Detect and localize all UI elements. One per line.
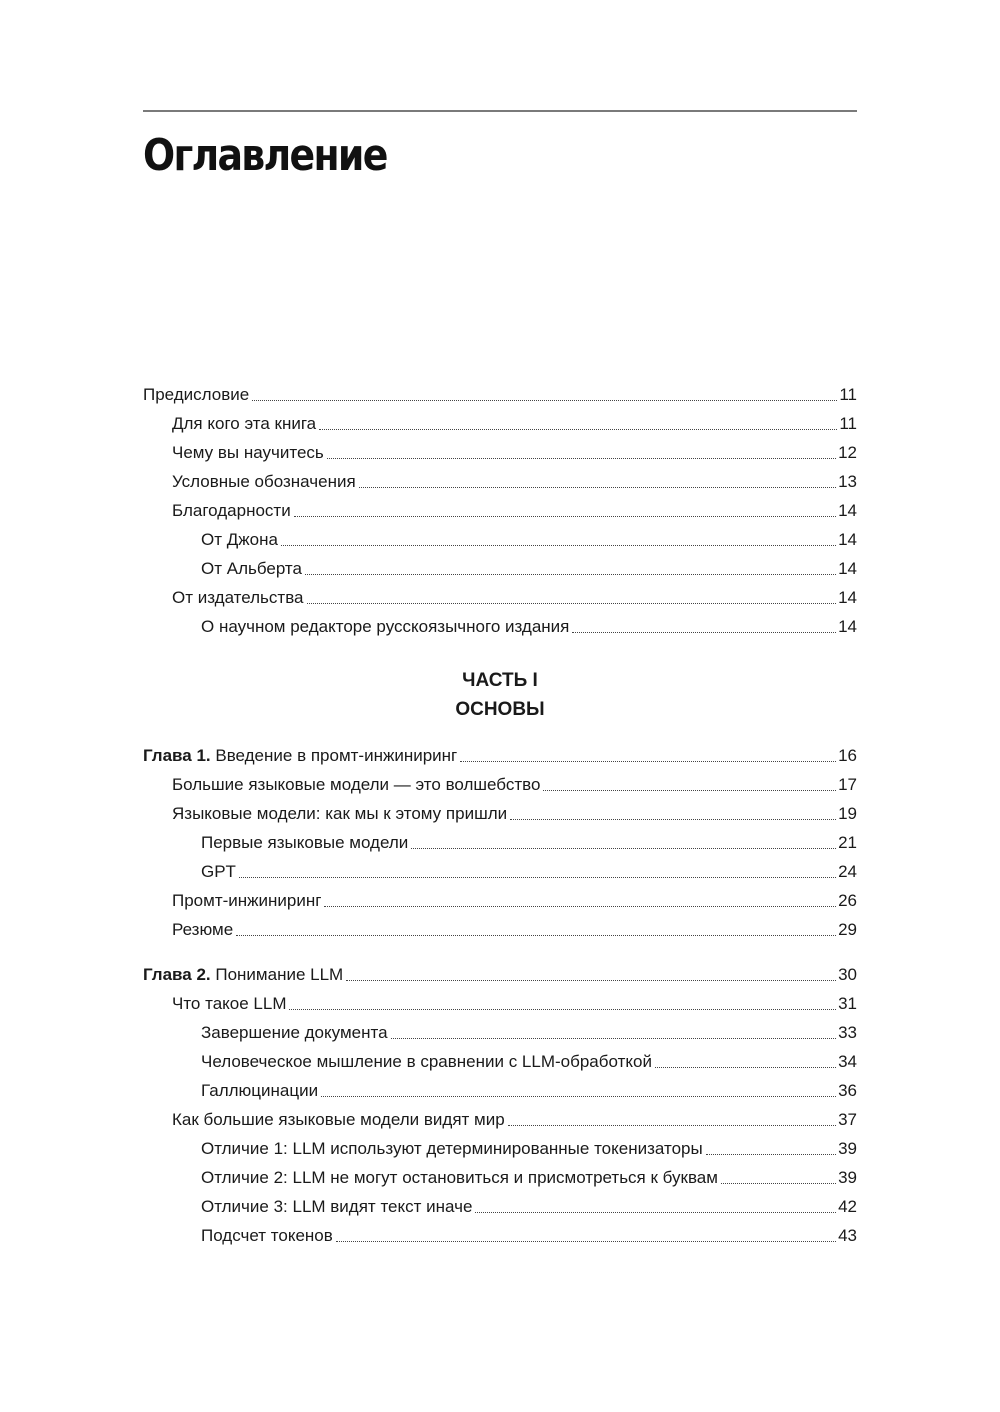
dot-leader — [327, 458, 836, 459]
toc-page-number: 33 — [838, 1023, 857, 1042]
dot-leader — [324, 906, 836, 907]
toc-entry-title: Большие языковые модели — это волшебство — [172, 775, 541, 794]
dot-leader — [346, 980, 836, 981]
toc-page-number: 24 — [838, 862, 857, 881]
toc-page-number: 14 — [838, 530, 857, 549]
toc-entry-title: Отличие 2: LLM не могут остановиться и присмотреться к буквам — [201, 1168, 718, 1187]
toc-page-number: 13 — [838, 472, 857, 491]
dot-leader — [319, 429, 837, 430]
toc-page-number: 12 — [838, 443, 857, 462]
toc-front-matter — [143, 377, 857, 638]
toc-entry[interactable] — [143, 1160, 857, 1189]
dot-leader — [706, 1154, 836, 1155]
toc-entry-title: Первые языковые модели — [201, 833, 409, 852]
toc-entry-title: Предисловие — [143, 385, 250, 404]
toc-page-number: 39 — [838, 1168, 857, 1187]
toc-page-number: 30 — [838, 965, 857, 984]
toc-page-number: 39 — [838, 1139, 857, 1158]
toc-entry-title: Языковые модели: как мы к этому пришли — [172, 804, 508, 823]
dot-leader — [239, 877, 836, 878]
toc-page-number: 14 — [838, 559, 857, 578]
toc-page-number: 42 — [838, 1197, 857, 1216]
dot-leader — [510, 819, 836, 820]
toc-entry[interactable] — [143, 1218, 857, 1247]
dot-leader — [252, 400, 837, 401]
toc-entry[interactable] — [143, 796, 857, 825]
toc-entry-title: Галлюцинации — [201, 1081, 319, 1100]
toc-entry-title: От Альберта — [201, 559, 302, 578]
part-number: ЧАСТЬ I — [462, 670, 538, 691]
chapter-title: Понимание LLM — [215, 965, 344, 984]
dot-leader — [281, 545, 836, 546]
dot-leader — [721, 1183, 836, 1184]
dot-leader — [572, 632, 836, 633]
toc-page-number: 21 — [838, 833, 857, 852]
toc-page-number: 43 — [838, 1226, 857, 1245]
dot-leader — [336, 1241, 836, 1242]
toc-entry[interactable] — [143, 435, 857, 464]
dot-leader — [307, 603, 837, 604]
toc-entry[interactable] — [143, 580, 857, 609]
toc-page-number: 29 — [838, 920, 857, 939]
toc-page-number: 36 — [838, 1081, 857, 1100]
toc-entry[interactable] — [143, 854, 857, 883]
toc-entry-title: От издательства — [172, 588, 304, 607]
toc-page-number: 14 — [838, 617, 857, 636]
toc-entry[interactable] — [143, 1102, 857, 1131]
chapter-spacer — [143, 941, 857, 957]
toc-entry-title: Резюме — [172, 920, 234, 939]
toc-entry-title — [143, 745, 457, 767]
toc-entry[interactable] — [143, 1189, 857, 1218]
toc-page-number: 34 — [838, 1052, 857, 1071]
toc-entry-title: О научном редакторе русскоязычного издания — [201, 617, 570, 636]
toc-entry-title — [143, 964, 343, 986]
dot-leader — [359, 487, 836, 488]
dot-leader — [391, 1038, 837, 1039]
toc-entry[interactable] — [143, 609, 857, 638]
toc-entry[interactable] — [143, 986, 857, 1015]
toc-page-number: 19 — [838, 804, 857, 823]
toc-entry[interactable] — [143, 377, 857, 406]
chapter-label: Глава 1. — [143, 746, 211, 765]
toc-entry[interactable] — [143, 883, 857, 912]
toc-page-number: 17 — [838, 775, 857, 794]
toc-entry-title: Благодарности — [172, 501, 291, 520]
toc-entry[interactable] — [143, 1015, 857, 1044]
toc-page-number: 11 — [839, 385, 857, 404]
toc-entry-title: Отличие 1: LLM используют детерминированные токенизаторы — [201, 1139, 703, 1158]
dot-leader — [294, 516, 836, 517]
toc-entry-title: Подсчет токенов — [201, 1226, 333, 1245]
toc-chapter-entry[interactable] — [143, 957, 857, 986]
toc-entry[interactable] — [143, 493, 857, 522]
toc-entry[interactable] — [143, 464, 857, 493]
toc-entry-title: Человеческое мышление в сравнении с LLM-обработкой — [201, 1052, 652, 1071]
dot-leader — [321, 1096, 836, 1097]
toc-entry-title: Чему вы научитесь — [172, 443, 324, 462]
dot-leader — [475, 1212, 836, 1213]
chapter-label: Глава 2. — [143, 965, 211, 984]
toc-entry-title: Завершение документа — [201, 1023, 388, 1042]
dot-leader — [236, 935, 836, 936]
toc-entry-title: Условные обозначения — [172, 472, 356, 491]
dot-leader — [508, 1125, 836, 1126]
dot-leader — [305, 574, 836, 575]
toc-entry[interactable] — [143, 1131, 857, 1160]
chapter-title: Введение в промт-инжиниринг — [215, 746, 458, 765]
toc-chapter-entry[interactable] — [143, 738, 857, 767]
toc-entry[interactable] — [143, 912, 857, 941]
page-title: Оглавление — [143, 130, 387, 181]
toc-entry-title: Промт-инжиниринг — [172, 891, 322, 910]
toc-entry-title: Как большие языковые модели видят мир — [172, 1110, 505, 1129]
toc-page-number: 14 — [838, 501, 857, 520]
header-rule — [143, 110, 857, 112]
toc-page-number: 31 — [838, 994, 857, 1013]
toc-entry-title: Отличие 3: LLM видят текст иначе — [201, 1197, 473, 1216]
toc-page-number: 16 — [838, 746, 857, 765]
toc-page-number: 11 — [839, 414, 857, 433]
toc-entry[interactable] — [143, 1073, 857, 1102]
dot-leader — [543, 790, 836, 791]
toc-entry[interactable] — [143, 767, 857, 796]
dot-leader — [289, 1009, 836, 1010]
dot-leader — [655, 1067, 836, 1068]
toc-entry-title: GPT — [201, 862, 236, 881]
toc-chapters — [143, 738, 857, 1247]
toc-entry-title: От Джона — [201, 530, 278, 549]
toc-page-number: 26 — [838, 891, 857, 910]
toc-entry[interactable] — [143, 406, 857, 435]
part-heading — [143, 666, 857, 724]
toc-entry-title: Для кого эта книга — [172, 414, 317, 433]
toc-entry[interactable] — [143, 522, 857, 551]
part-title: ОСНОВЫ — [455, 699, 545, 720]
toc-entry[interactable] — [143, 1044, 857, 1073]
dot-leader — [460, 761, 836, 762]
toc-entry[interactable] — [143, 551, 857, 580]
toc-page-number: 37 — [838, 1110, 857, 1129]
toc-page-number: 14 — [838, 588, 857, 607]
toc-entry-title: Что такое LLM — [172, 994, 287, 1013]
toc-entry[interactable] — [143, 825, 857, 854]
dot-leader — [411, 848, 836, 849]
